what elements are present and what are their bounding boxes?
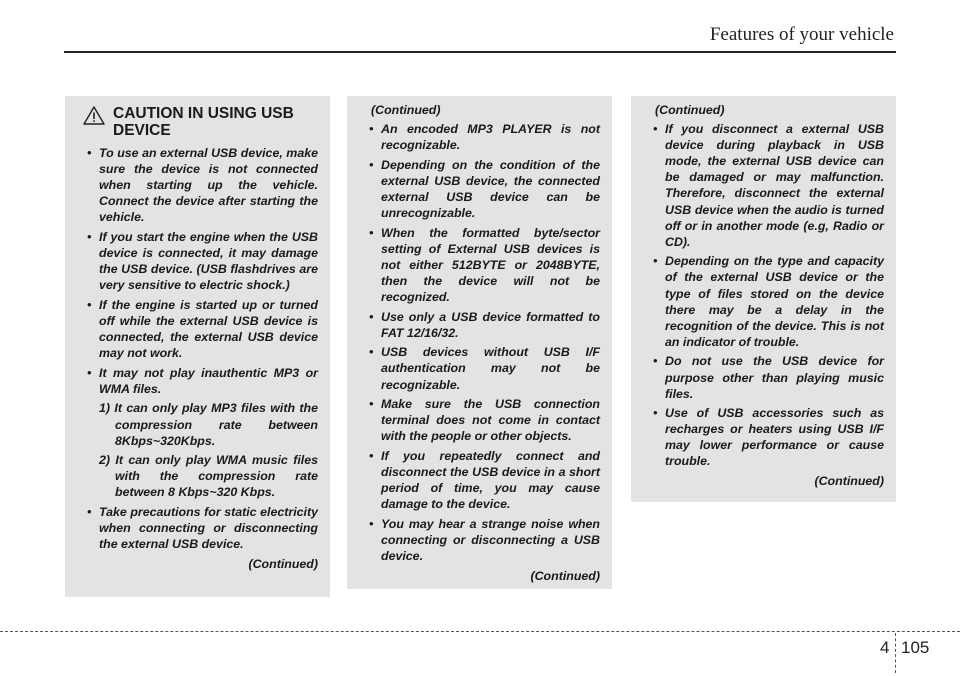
bullet-icon: • — [369, 309, 374, 324]
bullet-icon: • — [369, 448, 374, 463]
bullet-icon: • — [653, 254, 658, 269]
continued-label: (Continued) — [814, 474, 884, 489]
continued-label-top: (Continued) — [371, 103, 441, 117]
page-number: 105 — [901, 638, 930, 657]
list-item-text: Make sure the USB connection terminal does not come in contact with the people or other objects. — [381, 397, 600, 444]
caution-panel-2 — [347, 96, 612, 589]
caution-panel-1 — [65, 96, 330, 597]
caution-title-line-1: CAUTION IN USING USB — [113, 105, 294, 122]
continued-label: (Continued) — [248, 556, 318, 571]
list-item — [643, 121, 884, 250]
bullet-icon: • — [369, 122, 374, 137]
list-item-text: USB devices without USB I/F authentication may not be recognizable. — [381, 345, 600, 392]
bullet-icon: • — [369, 157, 374, 172]
list-item-text: Do not use the USB device for purpose other than playing music files. — [665, 354, 884, 401]
list-item-text: If the engine is started up or turned off while the external USB device is connected, the external USB device may not work. — [99, 297, 318, 361]
list-item-text: If you disconnect a external USB device during playback in USB mode, the external USB device can be damaged or may malfunction. Therefore, disconnect the external USB device when the audio is turned off or in another mode (e.g, Radio or CD). — [665, 122, 884, 249]
list-item-text: To use an external USB device, make sure the device is not connected when starting up the vehicle. Connect the device after starting the vehicle. — [99, 146, 318, 225]
list-item-text: Depending on the condition of the external USB device, the connected external USB device can be unrecognizable. — [381, 157, 600, 221]
bullet-icon: • — [87, 229, 92, 244]
list-item — [359, 448, 600, 512]
caution-title — [113, 105, 294, 139]
list-item — [643, 405, 884, 469]
caution-list-3 — [643, 121, 884, 469]
caution-heading — [77, 105, 318, 139]
caution-list-1b — [77, 504, 318, 552]
list-item — [643, 353, 884, 401]
caution-title-line-2: DEVICE — [113, 122, 171, 139]
bullet-icon: • — [87, 297, 92, 312]
list-item-text: It may not play inauthentic MP3 or WMA files. — [99, 365, 318, 396]
header-rule — [64, 51, 896, 53]
chapter-number: 4 — [880, 638, 890, 657]
list-item-text: You may hear a strange noise when connecting or disconnecting a USB device. — [381, 516, 600, 563]
list-item-text: Take precautions for static electricity when connecting or disconnecting the external USB device. — [99, 504, 318, 552]
page-separator — [895, 633, 896, 673]
warning-triangle-icon — [83, 106, 105, 125]
list-item — [359, 157, 600, 221]
bullet-icon: • — [653, 354, 658, 369]
caution-list-2 — [359, 121, 600, 564]
list-item — [359, 396, 600, 444]
list-item-text: An encoded MP3 PLAYER is not recognizable. — [381, 122, 600, 153]
list-item-text: If you repeatedly connect and disconnect the USB device in a short period of time, you may cause damage to the device. — [381, 448, 600, 512]
sub-list-item: 1) It can only play MP3 files with the compression rate between 8Kbps~320Kbps. — [99, 401, 318, 448]
bullet-icon: • — [369, 397, 374, 412]
bullet-icon: • — [653, 122, 658, 137]
list-item-text: When the formatted byte/sector setting of External USB devices is not either 512BYTE or 2048BYTE, then the device will not be recognized. — [381, 225, 600, 305]
list-item — [359, 121, 600, 153]
list-item — [77, 229, 318, 293]
continued-label: (Continued) — [530, 568, 600, 583]
list-item — [77, 365, 318, 397]
bullet-icon: • — [369, 516, 374, 531]
list-item-text: Depending on the type and capacity of the external USB device or the type of files stored on the device there may be a delay in the recognition of the device. This is not an indicator of trouble. — [665, 254, 884, 349]
list-item — [77, 297, 318, 361]
footer-rule — [0, 631, 960, 632]
list-item — [643, 253, 884, 350]
bullet-icon: • — [87, 504, 92, 519]
list-item-text: Use of USB accessories such as recharges or heaters using USB I/F may lower performance or cause trouble. — [665, 406, 884, 469]
caution-panel-3 — [631, 96, 896, 502]
bullet-icon: • — [369, 225, 374, 240]
bullet-icon: • — [87, 365, 92, 380]
list-item — [77, 504, 318, 552]
list-item-text: If you start the engine when the USB device is connected, it may damage the USB device. (USB flashdrives are very sensitive to electric shock.) — [99, 229, 318, 293]
bullet-icon: • — [369, 345, 374, 360]
continued-label-top: (Continued) — [655, 103, 725, 117]
page-header-title: Features of your vehicle — [709, 24, 894, 45]
list-item — [359, 344, 600, 392]
caution-list-1 — [77, 145, 318, 397]
list-item — [77, 145, 318, 225]
list-item-text: Use only a USB device formatted to FAT 12/16/32. — [381, 309, 600, 340]
list-item — [359, 309, 600, 341]
bullet-icon: • — [87, 146, 92, 160]
sub-list-item: 2) It can only play WMA music files with the compression rate between 8 Kbps~320 Kbps. — [99, 453, 318, 500]
list-item — [359, 516, 600, 564]
list-item — [359, 225, 600, 305]
bullet-icon: • — [653, 406, 658, 421]
